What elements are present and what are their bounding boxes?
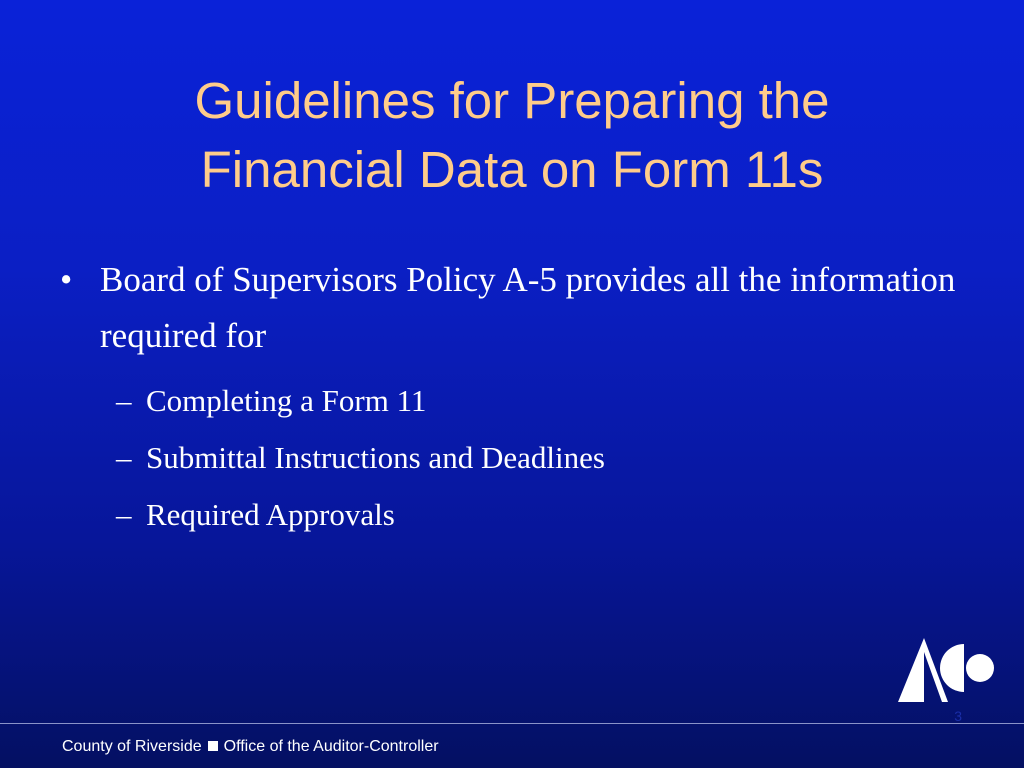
sub-item-text: Completing a Form 11 xyxy=(146,383,427,418)
sub-list xyxy=(60,372,960,543)
dash-mark: – xyxy=(116,440,132,475)
footer-divider xyxy=(0,723,1024,724)
sub-item-text: Submittal Instructions and Deadlines xyxy=(146,440,605,475)
bullet-mark: • xyxy=(60,260,73,299)
bullet-text: Board of Supervisors Policy A-5 provides all the information required for xyxy=(100,260,956,355)
slide-title xyxy=(60,66,964,204)
footer xyxy=(62,738,439,756)
auditor-controller-logo-icon xyxy=(896,630,996,704)
dash-mark: – xyxy=(116,383,132,418)
sub-item xyxy=(116,486,960,543)
bullet-item xyxy=(60,252,960,364)
slide-body xyxy=(60,252,960,543)
sub-item xyxy=(116,429,960,486)
sub-item-text: Required Approvals xyxy=(146,497,395,532)
sub-item xyxy=(116,372,960,429)
title-line-1: Guidelines for Preparing the xyxy=(194,72,830,129)
square-icon xyxy=(208,741,218,751)
page-number: 3 xyxy=(954,708,962,724)
footer-org: County of Riverside xyxy=(62,738,202,755)
title-line-2: Financial Data on Form 11s xyxy=(200,141,824,198)
dash-mark: – xyxy=(116,497,132,532)
footer-office: Office of the Auditor-Controller xyxy=(223,738,439,755)
